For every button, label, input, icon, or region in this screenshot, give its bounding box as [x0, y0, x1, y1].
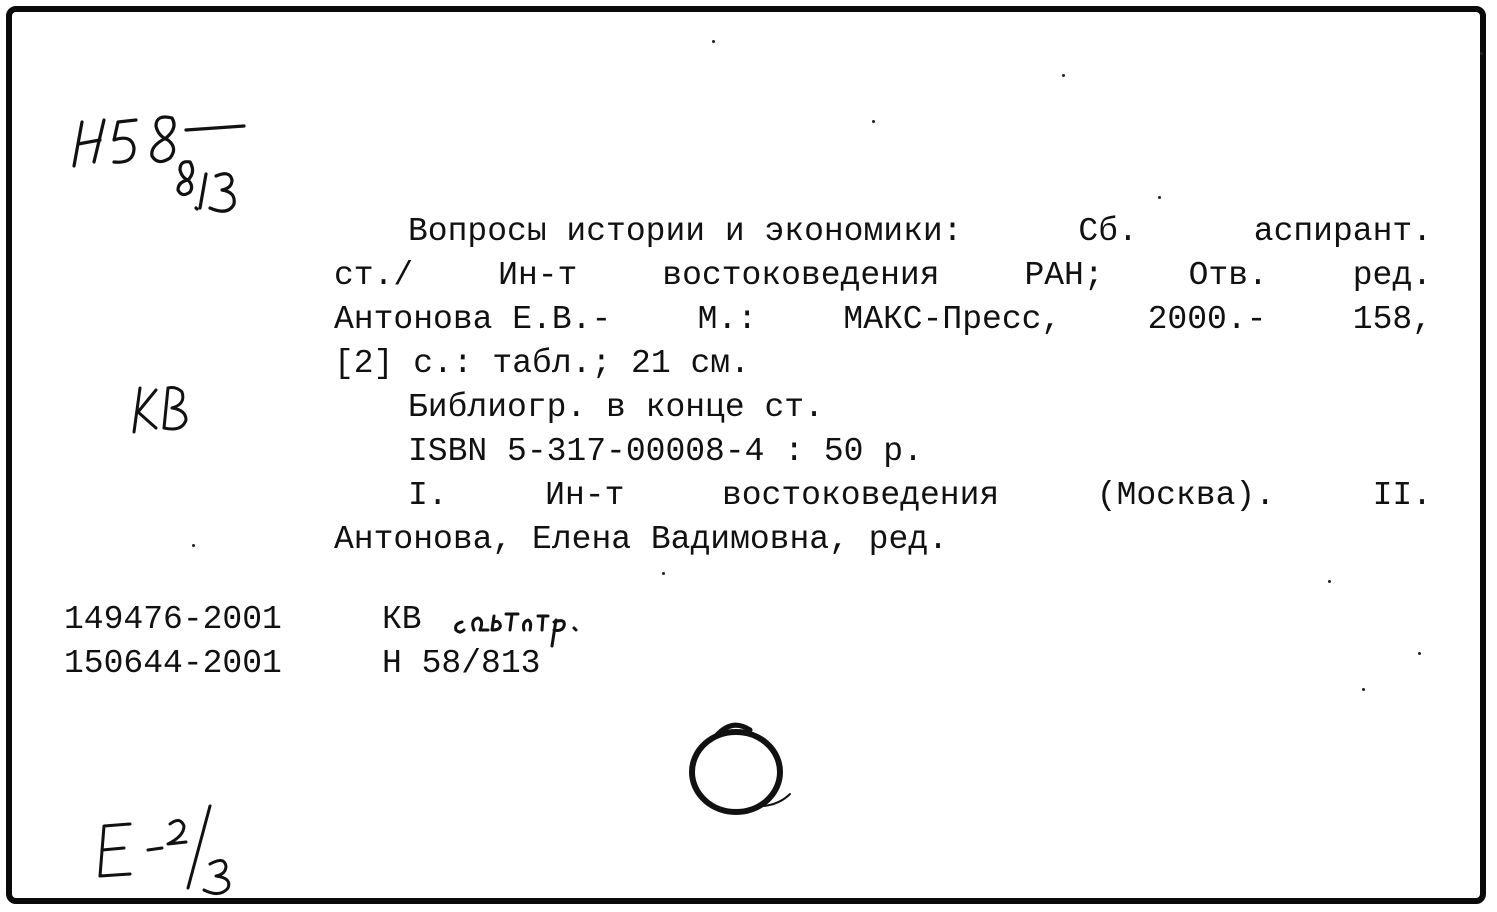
- entry-word: аспирант.: [1253, 213, 1432, 250]
- entry-word: ст./: [334, 257, 414, 294]
- tracing-line-2: Антонова, Елена Вадимовна, ред.: [334, 521, 948, 558]
- tracing-word: II.: [1372, 477, 1432, 514]
- circle-stamp-drawing: [680, 714, 810, 824]
- scan-speck: [872, 120, 875, 123]
- catalog-card: [6, 6, 1486, 904]
- handwritten-annotation-drawing: [448, 600, 628, 650]
- scan-speck: [662, 572, 665, 575]
- tracing-word: Ин-т: [545, 477, 625, 514]
- scan-speck: [1418, 652, 1421, 655]
- scan-speck: [1158, 196, 1161, 199]
- holding-location: КВ: [382, 601, 422, 638]
- entry-line-2: [334, 256, 1432, 296]
- scan-speck: [712, 40, 715, 43]
- scan-speck: [1328, 580, 1331, 583]
- entry-word: 158,: [1352, 301, 1432, 338]
- entry-word: РАН;: [1024, 257, 1104, 294]
- holding-inventory: 149476-2001: [64, 601, 282, 638]
- isbn-price: ISBN 5-317-00008-4 : 50 р.: [408, 433, 923, 470]
- entry-word: востоковедения: [662, 257, 940, 294]
- entry-word: М.:: [697, 301, 758, 338]
- entry-word: МАКС-Пресс,: [843, 301, 1062, 338]
- entry-line-1: [408, 212, 1432, 252]
- holding-location: Н 58/813: [382, 645, 541, 682]
- entry-word: 2000.-: [1147, 301, 1267, 338]
- entry-word: Антонова Е.В.-: [334, 301, 612, 338]
- handwritten-bottom-mark: [92, 794, 282, 899]
- entry-line-3: [334, 300, 1432, 340]
- tracing-word: (Москва).: [1096, 477, 1275, 514]
- entry-word: Вопросы истории и экономики:: [408, 213, 963, 250]
- scan-speck: [1480, 52, 1483, 55]
- tracing-word: I.: [408, 477, 448, 514]
- entry-word: Сб.: [1078, 213, 1138, 250]
- entry-line-4: [2] с.: табл.; 21 см.: [334, 345, 750, 382]
- handwritten-collection-drawing: [124, 378, 214, 448]
- tracing-word: востоковедения: [721, 477, 1000, 514]
- scan-speck: [1062, 74, 1065, 77]
- handwritten-collection-mark: [124, 378, 214, 453]
- handwritten-call-number-drawing: [60, 104, 280, 244]
- entry-word: Отв.: [1188, 257, 1268, 294]
- tracing-line-1: [408, 476, 1432, 516]
- entry-word: ред.: [1352, 257, 1432, 294]
- entry-word: Ин-т: [498, 257, 578, 294]
- scan-speck: [192, 544, 195, 547]
- scan-speck: [1362, 688, 1365, 691]
- circle-stamp-mark: [680, 714, 810, 829]
- handwritten-bottom-drawing: [92, 794, 282, 894]
- holding-inventory: 150644-2001: [64, 645, 282, 682]
- handwritten-call-number: [60, 104, 280, 249]
- bibliography-note: Библиогр. в конце ст.: [408, 389, 824, 426]
